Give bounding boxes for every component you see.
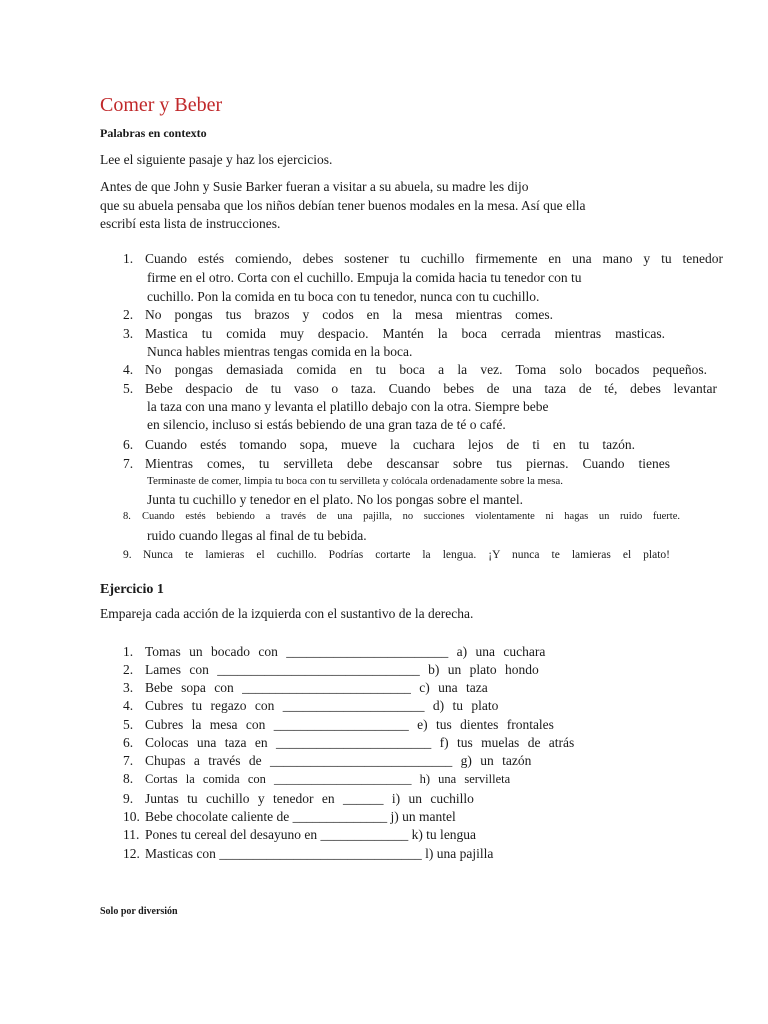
item-text: Juntas tu cuchillo y tenedor en ______ i) un cuchillo [145,791,474,806]
list-item [123,643,545,661]
rule-number: 2. [123,307,134,322]
rule-number: 3. [123,326,134,341]
item-number: 1. [123,644,134,659]
rule-line: Mastica tu comida muy despacio. Mantén la boca cerrada mientras masticas. [145,326,665,341]
item-number: 3. [123,680,134,695]
item-text: Cortas la comida con ______________________ h) una servilleta [145,772,511,786]
list-item [123,808,456,826]
rule-line: la taza con una mano y levanta el platillo debajo con la otra. Siempre bebe [147,399,549,414]
rule-line: Cuando estés comiendo, debes sostener tu cuchillo firmemente en una mano y tu tenedor [145,251,723,266]
rule-line: No pongas demasiada comida en tu boca a la vez. Toma solo bocados pequeños. [145,362,707,377]
list-item [123,697,498,715]
rule-line: Mientras comes, tu servilleta debe descansar sobre tus piernas. Cuando tienes [145,456,670,471]
rule-number: 6. [123,437,134,452]
rule-line: Nunca hables mientras tengas comida en la boca. [147,344,413,359]
rule-line: Nunca te lamieras el cuchillo. Podrías cortarte la lengua. ¡Y nunca te lamieras el plato! [143,549,670,561]
item-number: 9. [123,791,134,806]
list-item [123,679,488,697]
list-item [123,790,474,808]
rule-line: Cuando estés bebiendo a través de una pajilla, no succiones violentamente ni hagas un ruido fuerte. [142,511,680,522]
intro-paragraph [100,178,640,234]
list-item [123,770,510,788]
rule-number: 7. [123,456,134,471]
list-item [123,716,554,734]
item-number: 11. [123,827,140,842]
item-number: 7. [123,753,134,768]
rule-number: 8. [123,511,131,522]
item-text: Chupas a través de ___________________________ g) un tazón [145,753,532,768]
exercise-instruction: Empareja cada acción de la izquierda con el sustantivo de la derecha. [100,606,474,621]
intro-text: Lee el siguiente pasaje y haz los ejercicios. [100,152,333,167]
item-text: Bebe sopa con _________________________ c) una taza [145,680,488,695]
paragraph-line: que su abuela pensaba que los niños debían tener buenos modales en la mesa. Así que ella [100,197,586,213]
item-number: 12. [123,846,140,861]
rule-line: ruido cuando llegas al final de tu bebida. [147,528,367,543]
item-text: Cubres tu regazo con _____________________ d) tu plato [145,698,499,713]
paragraph-line: escribí esta lista de instrucciones. [100,216,281,231]
item-text: Cubres la mesa con ____________________ e) tus dientes frontales [145,717,554,732]
item-number: 4. [123,698,134,713]
item-text: Pones tu cereal del desayuno en _____________ k) tu lengua [145,827,477,842]
page-title: Comer y Beber [100,94,223,116]
paragraph-line: Antes de que John y Susie Barker fueran a visitar a su abuela, su madre les dijo [100,179,529,194]
item-number: 6. [123,735,134,750]
item-text: Masticas con ______________________________ l) una pajilla [145,846,494,861]
rule-line: Bebe despacio de tu vaso o taza. Cuando bebes de una taza de té, debes levantar [145,381,717,396]
item-text: Tomas un bocado con ________________________ a) una cuchara [145,644,546,659]
list-item [123,845,493,863]
rule-line: cuchillo. Pon la comida en tu boca con tu tenedor, nunca con tu cuchillo. [147,289,540,304]
item-number: 8. [123,771,134,786]
rule-line: Cuando estés tomando sopa, mueve la cuchara lejos de ti en tu tazón. [145,437,635,452]
item-number: 2. [123,662,134,677]
rule-line: firme en el otro. Corta con el cuchillo. Empuja la comida hacia tu tenedor con tu [147,270,582,285]
exercise-title: Ejercicio 1 [100,582,164,597]
item-text: Bebe chocolate caliente de ______________ j) un mantel [145,809,456,824]
list-item [123,752,531,770]
rule-number: 1. [123,251,134,266]
rule-number: 4. [123,362,134,377]
item-text: Colocas una taza en _______________________ f) tus muelas de atrás [145,735,575,750]
item-number: 10. [123,809,140,824]
item-text: Lames con ______________________________ b) un plato hondo [145,662,539,677]
list-item [123,734,574,752]
subtitle: Palabras en contexto [100,126,207,140]
list-item [123,826,476,844]
rule-line: Terminaste de comer, limpia tu boca con tu servilleta y colócala ordenadamente sobre la mesa. [147,475,564,487]
rule-number: 5. [123,381,134,396]
rule-line: No pongas tus brazos y codos en la mesa mientras comes. [145,307,553,322]
rule-number: 9. [123,549,132,561]
footer-heading: Solo por diversión [100,906,178,917]
rule-line: en silencio, incluso si estás bebiendo de una gran taza de té o café. [147,417,506,432]
list-item [123,661,539,679]
rule-line: Junta tu cuchillo y tenedor en el plato. No los pongas sobre el mantel. [147,492,524,507]
item-number: 5. [123,717,134,732]
